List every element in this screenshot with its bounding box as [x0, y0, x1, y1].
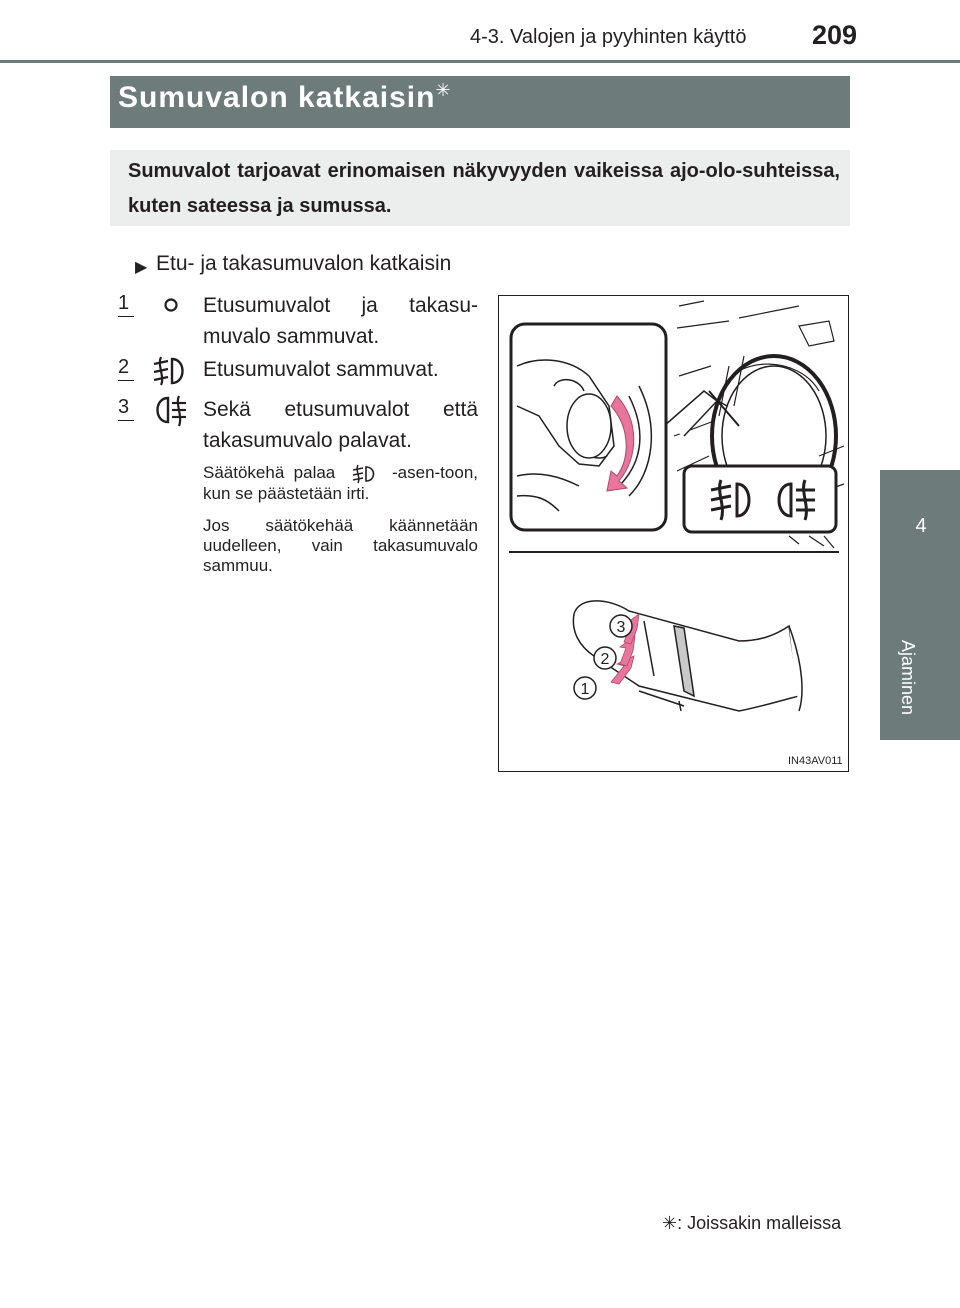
asterisk-marker: ✳ — [435, 80, 452, 100]
callout-label-3: 3 — [616, 619, 626, 636]
note-1-after: -asen-toon, kun se päästetään irti. — [203, 463, 478, 503]
front-fog-icon — [150, 355, 190, 387]
subheading: Etu- ja takasumuvalon katkaisin — [156, 252, 452, 275]
header-rule — [0, 60, 960, 63]
note-1-before: Säätökehä palaa — [203, 463, 336, 482]
chapter-number: 4 — [915, 515, 927, 537]
fog-switch-illustration — [499, 296, 848, 771]
item-number-text: 3 — [118, 396, 130, 418]
item-number-3 — [118, 396, 134, 421]
note-1 — [203, 463, 478, 504]
triangle-bullet-icon: ▶ — [135, 259, 148, 276]
callout-label-2: 2 — [600, 651, 610, 668]
note-2: Jos säätökehää käännetään uudelleen, vain takasumuvalo sammuu. — [203, 516, 478, 575]
item-number-2 — [118, 356, 134, 381]
chapter-title: Ajaminen — [898, 640, 918, 716]
number-underline — [118, 316, 134, 317]
figure-code: IN43AV011 — [788, 755, 843, 767]
footnote — [662, 1213, 841, 1234]
item-number-text: 2 — [118, 356, 130, 378]
item-number-1 — [118, 292, 134, 317]
item-text-2: Etusumuvalot sammuvat. — [203, 358, 439, 381]
figure-frame — [498, 295, 849, 772]
number-underline — [118, 420, 134, 421]
page-number: 209 — [812, 20, 858, 50]
number-underline — [118, 380, 134, 381]
footnote-text: : Joissakin malleissa — [677, 1213, 842, 1233]
section-title — [118, 80, 452, 115]
rear-fog-icon — [152, 394, 192, 428]
item-text-1: Etusumuvalot ja takasu-muvalo sammuvat. — [203, 294, 478, 348]
intro-text: Sumuvalot tarjoavat erinomaisen näkyvyyden vaikeissa ajo-olo-suhteissa, kuten sateessa ja sumussa. — [128, 160, 840, 217]
off-circle-icon — [162, 296, 180, 314]
callout-label-1: 1 — [580, 681, 590, 698]
front-fog-icon — [349, 464, 379, 484]
chapter-tab — [880, 470, 960, 740]
asterisk-marker: ✳ — [662, 1213, 678, 1233]
item-text-3: Sekä etusumuvalot että takasumuvalo palavat. — [203, 398, 478, 452]
section-title-text: Sumuvalon katkaisin — [118, 81, 436, 114]
item-number-text: 1 — [118, 292, 130, 314]
running-header-section: 4-3. Valojen ja pyyhinten käyttö — [470, 26, 747, 48]
